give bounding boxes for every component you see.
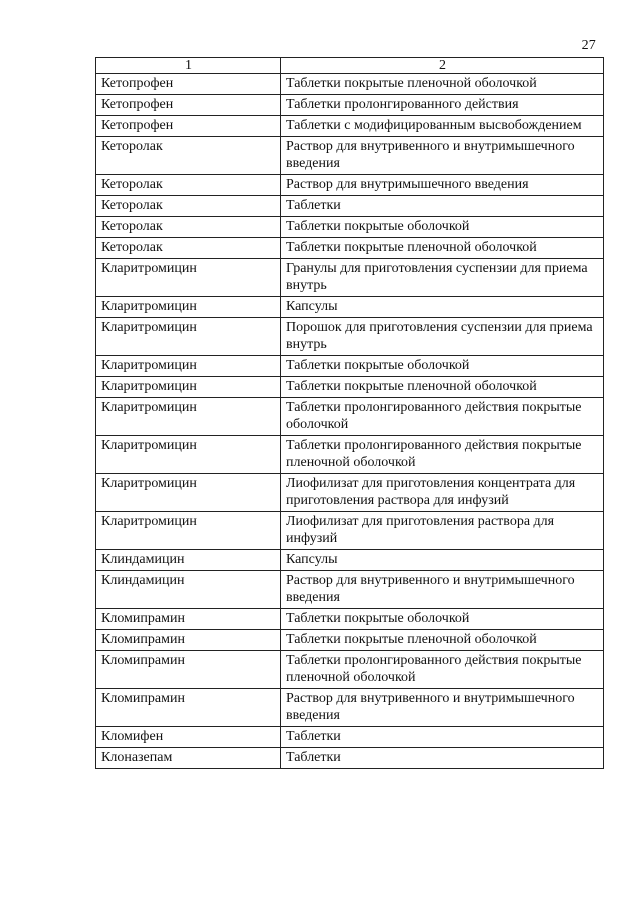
- table-row: [96, 238, 604, 259]
- drug-name-cell: Кларитромицин: [96, 259, 281, 297]
- drug-name-cell: Кломипрамин: [96, 689, 281, 727]
- table-row: [96, 398, 604, 436]
- table-row: [96, 474, 604, 512]
- table-row: [96, 196, 604, 217]
- drug-name-cell: Кетопрофен: [96, 74, 281, 95]
- dosage-form-cell: Капсулы: [281, 550, 604, 571]
- dosage-form-cell: Капсулы: [281, 297, 604, 318]
- drug-name-cell: Кеторолак: [96, 217, 281, 238]
- table-row: [96, 727, 604, 748]
- dosage-form-cell: Таблетки покрытые пленочной оболочкой: [281, 74, 604, 95]
- drug-name-cell: Кломипрамин: [96, 609, 281, 630]
- dosage-form-cell: Таблетки покрытые пленочной оболочкой: [281, 377, 604, 398]
- table-row: [96, 95, 604, 116]
- column-header-2: 2: [281, 58, 604, 74]
- dosage-form-cell: Порошок для приготовления суспензии для приема внутрь: [281, 318, 604, 356]
- drug-name-cell: Кларитромицин: [96, 436, 281, 474]
- page-number: 27: [581, 38, 596, 53]
- table-row: [96, 630, 604, 651]
- dosage-form-cell: Лиофилизат для приготовления концентрата для приготовления раствора для инфузий: [281, 474, 604, 512]
- table-row: [96, 74, 604, 95]
- drug-name-cell: Кларитромицин: [96, 318, 281, 356]
- table-row: [96, 571, 604, 609]
- dosage-form-cell: Таблетки покрытые оболочкой: [281, 217, 604, 238]
- table-row: [96, 318, 604, 356]
- table-row: [96, 436, 604, 474]
- dosage-form-cell: Таблетки: [281, 727, 604, 748]
- table-row: [96, 651, 604, 689]
- table-row: [96, 748, 604, 769]
- table-row: [96, 550, 604, 571]
- drug-name-cell: Кларитромицин: [96, 512, 281, 550]
- dosage-form-cell: Раствор для внутривенного и внутримышечного введения: [281, 689, 604, 727]
- drug-name-cell: Кетопрофен: [96, 116, 281, 137]
- dosage-form-cell: Раствор для внутривенного и внутримышечного введения: [281, 571, 604, 609]
- table-row: [96, 116, 604, 137]
- dosage-form-cell: Таблетки с модифицированным высвобождением: [281, 116, 604, 137]
- table-row: [96, 377, 604, 398]
- dosage-form-cell: Гранулы для приготовления суспензии для приема внутрь: [281, 259, 604, 297]
- header-row: [96, 58, 604, 74]
- dosage-form-cell: Таблетки пролонгированного действия покрытые пленочной оболочкой: [281, 436, 604, 474]
- drug-name-cell: Кеторолак: [96, 196, 281, 217]
- table-row: [96, 175, 604, 196]
- table-row: [96, 137, 604, 175]
- dosage-form-cell: Лиофилизат для приготовления раствора для инфузий: [281, 512, 604, 550]
- dosage-form-cell: Таблетки пролонгированного действия покрытые пленочной оболочкой: [281, 651, 604, 689]
- drug-name-cell: Клиндамицин: [96, 571, 281, 609]
- drug-name-cell: Кетопрофен: [96, 95, 281, 116]
- drug-name-cell: Кломифен: [96, 727, 281, 748]
- table-row: [96, 512, 604, 550]
- dosage-form-cell: Таблетки: [281, 196, 604, 217]
- table-row: [96, 297, 604, 318]
- dosage-form-cell: Раствор для внутривенного и внутримышечного введения: [281, 137, 604, 175]
- drug-name-cell: Кларитромицин: [96, 377, 281, 398]
- table-row: [96, 689, 604, 727]
- drug-name-cell: Кеторолак: [96, 137, 281, 175]
- drug-name-cell: Кломипрамин: [96, 630, 281, 651]
- dosage-form-cell: Таблетки покрытые оболочкой: [281, 356, 604, 377]
- table-row: [96, 217, 604, 238]
- drug-name-cell: Кломипрамин: [96, 651, 281, 689]
- drug-name-cell: Кларитромицин: [96, 398, 281, 436]
- table-header: [96, 58, 604, 74]
- dosage-form-cell: Таблетки покрытые пленочной оболочкой: [281, 630, 604, 651]
- column-header-1: 1: [96, 58, 281, 74]
- dosage-form-cell: Таблетки пролонгированного действия: [281, 95, 604, 116]
- drug-name-cell: Кларитромицин: [96, 474, 281, 512]
- table-row: [96, 356, 604, 377]
- table-body: [96, 74, 604, 769]
- table-row: [96, 609, 604, 630]
- dosage-form-cell: Таблетки покрытые пленочной оболочкой: [281, 238, 604, 259]
- drug-name-cell: Клоназепам: [96, 748, 281, 769]
- drug-name-cell: Кларитромицин: [96, 297, 281, 318]
- dosage-form-cell: Таблетки: [281, 748, 604, 769]
- dosage-form-cell: Таблетки пролонгированного действия покрытые оболочкой: [281, 398, 604, 436]
- drug-name-cell: Кеторолак: [96, 175, 281, 196]
- drug-forms-table: [95, 57, 604, 769]
- table-row: [96, 259, 604, 297]
- drug-name-cell: Кеторолак: [96, 238, 281, 259]
- dosage-form-cell: Таблетки покрытые оболочкой: [281, 609, 604, 630]
- drug-name-cell: Кларитромицин: [96, 356, 281, 377]
- dosage-form-cell: Раствор для внутримышечного введения: [281, 175, 604, 196]
- drug-name-cell: Клиндамицин: [96, 550, 281, 571]
